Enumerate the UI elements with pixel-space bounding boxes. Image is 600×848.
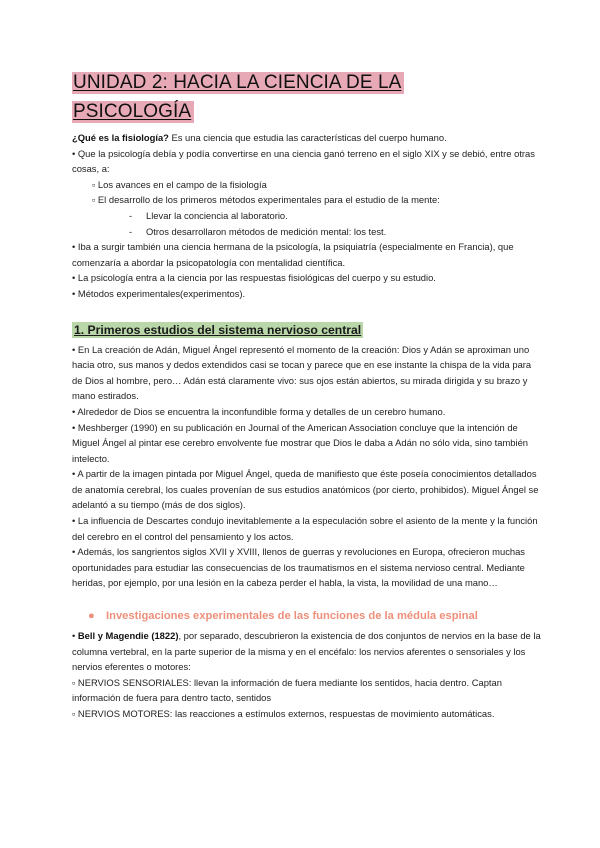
sensory-nerves-item: ▫ NERVIOS SENSORIALES: llevan la información de fuera mediante los sentidos, hacia dentro. Captan información de fuera para dentro tacto, sentidos xyxy=(72,676,502,704)
subsection-heading-spinal-cord: ● Investigaciones experimentales de las funciones de la médula espinal xyxy=(72,608,542,625)
intro-bullet-1: • Que la psicología debía y podía convertirse en una ciencia ganó terreno en el siglo XIX y se debió, entre otras cosas, a: xyxy=(72,147,535,175)
section1-paragraph-5: • La influencia de Descartes condujo inevitablemente a la especulación sobre el asiento de la mente y la función del cerebro en el control del pensamiento y los actos. xyxy=(72,515,538,542)
intro-bullet-2: • Iba a surgir también una ciencia hermana de la psicología, la psiquiatría (especialmente en Francia), que comenzaría a abordar la psicopatología con mentalidad científica. xyxy=(72,241,514,268)
unit-title-line1: UNIDAD 2: HACIA LA CIENCIA DE LA xyxy=(72,72,404,94)
document-body xyxy=(72,130,542,722)
sub-item-experimental-methods: ▫ El desarrollo de los primeros métodos experimentales para el estudio de la mente: xyxy=(92,194,440,206)
dash-item-tests: - Otros desarrollaron métodos de medición mental: los test. xyxy=(129,225,387,237)
section1-paragraph-3: • Meshberger (1990) en su publicación en Journal of the American Association concluye que la intención de Miguel Ángel al pintar ese cerebro envolvente fue mostrar que Dios le daba a Adán no sólo vida, sino también intelecto. xyxy=(72,421,529,464)
motor-nerves-item: ▫ NERVIOS MOTORES: las reacciones a estímulos externos, respuestas de movimiento automáticas. xyxy=(72,708,495,719)
bullet-icon: ● xyxy=(88,610,95,623)
section1-paragraph-1: • En La creación de Adán, Miguel Ángel representó el momento de la creación: Dios y Adán se aproximan uno hacia otro, sus manos y dedos extendidos casi se tocan y parece que en ese instante la chispa de la vida para de Dios al hombre, pero… Adán está claramente vivo: sus ojos están abiertos, su mirada dirigida y su brazo y mano estirados. xyxy=(72,343,532,402)
section2-paragraph-1: • Bell y Magendie (1822), por separado, descubrieron la existencia de dos conjuntos de nervios en la base de la columna vertebral, en la parte superior de la misma y en el encéfalo: los nervios aferentes o sensoriales y los nervios eferentes o motores: xyxy=(72,630,541,673)
dash-item-laboratory: - Llevar la conciencia al laboratorio. xyxy=(129,209,288,221)
sub-item-physiology-advances: ▫ Los avances en el campo de la fisiología xyxy=(92,178,267,190)
unit-title-line2: PSICOLOGÍA xyxy=(72,101,194,123)
section1-paragraph-4: • A partir de la imagen pintada por Miguel Ángel, queda de manifiesto que éste poseía conocimientos detallados de anatomía cerebral, los cuales provenían de sus estudios anatómicos (por cierto, prohibidos). Miguel Ángel se adelantó a su tiempo (más de dos siglos). xyxy=(72,468,539,511)
physiology-definition: ¿Qué es la fisiología? Es una ciencia que estudia las características del cuerpo humano. xyxy=(72,132,447,143)
section1-paragraph-6: • Además, los sangrientos siglos XVII y XVIII, llenos de guerras y revoluciones en Europa, ofrecieron muchas oportunidades para estudiar las consecuencias de los traumatismos en el sistema nervioso central. Mediante heridas, por ejemplo, por una lesión en la cabeza perder el habla, la vista, la movilidad de una mano… xyxy=(72,546,525,589)
intro-bullet-4: • Métodos experimentales(experimentos). xyxy=(72,287,246,299)
section1-paragraph-2: • Alrededor de Dios se encuentra la inconfundible forma y detalles de un cerebro humano. xyxy=(72,405,446,417)
intro-bullet-3: • La psicología entra a la ciencia por las respuestas fisiológicas del cuerpo y su estudio. xyxy=(72,272,436,284)
section-heading-nervous-system: 1. Primeros estudios del sistema nervioso central xyxy=(74,322,362,337)
